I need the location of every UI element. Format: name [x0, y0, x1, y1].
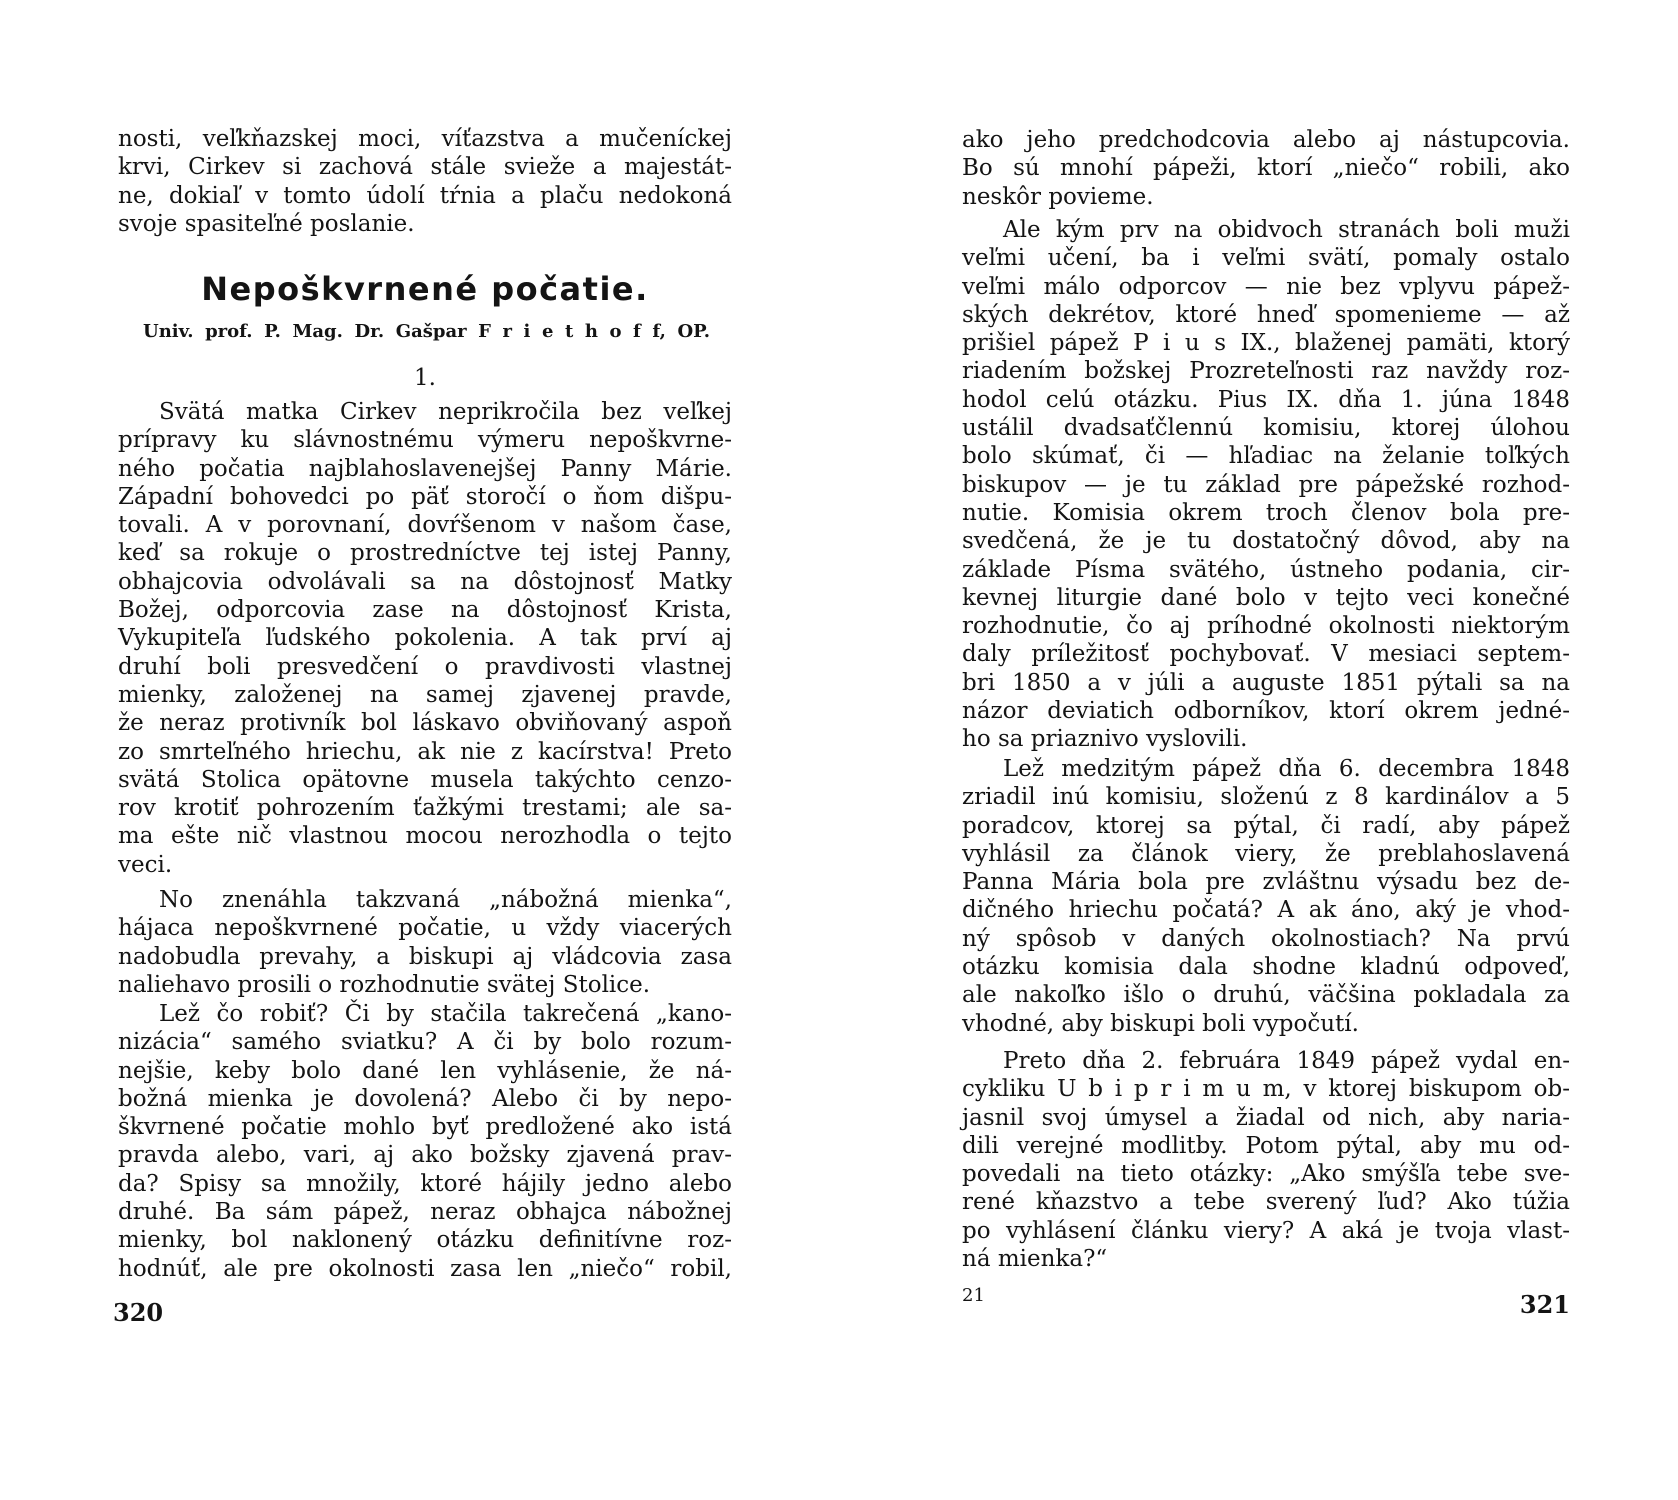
text-line: nizácia“ samého sviatku? A či by bolo rozum-: [118, 1029, 732, 1056]
text-line: Lež medzitým pápež dňa 6. decembra 1848: [1003, 756, 1570, 782]
text-line: Božej, odporcovia zase na dôstojnosť Krista,: [118, 597, 732, 624]
text-line: Západní bohovedci po päť storočí o ňom dišpu-: [118, 483, 732, 510]
text-line: riadením božskej Prozreteľnosti raz navždy roz-: [962, 358, 1570, 385]
text-line: nadobudla prevahy, a biskupi aj vládcovia zasa: [118, 943, 732, 970]
text-line: Vykupiteľa ľudského pokolenia. A tak prví aj: [118, 625, 732, 652]
text-line: ako jeho predchodcovia alebo aj nástupcovia.: [962, 127, 1570, 153]
text-line: prišiel pápež P i u s IX., blaženej pamäti, ktorý: [962, 330, 1570, 357]
text-line: svoje spasiteľné poslanie.: [118, 210, 415, 237]
text-line: hájaca nepoškvrnené počatie, u vždy viacerých: [118, 915, 732, 942]
text-line: tovali. A v porovnaní, dovŕšenom v našom čase,: [118, 512, 732, 539]
text-line: škvrnené počatie mohlo byť predložené ako istá: [118, 1114, 732, 1141]
text-line: kevnej liturgie dané bolo v tejto veci konečné: [962, 584, 1570, 611]
text-line: ustálil dvadsaťčlennú komisiu, ktorej úlohou: [962, 415, 1570, 442]
text-line: ma ešte nič vlastnou mocou nerozhodla o tejto: [118, 823, 732, 850]
text-line: povedali na tieto otázky: „Ako smýšľa tebe sve-: [962, 1161, 1570, 1188]
text-line: ských dekrétov, ktoré hneď spomenieme — až: [962, 301, 1570, 328]
text-line: krvi, Cirkev si zachová stále svieže a majestát-: [118, 154, 732, 181]
text-line: daly príležitosť pochybovať. V mesiaci septem-: [962, 641, 1570, 668]
paragraph: [962, 216, 1570, 754]
article-title: Nepoškvrnené počatie.: [201, 270, 649, 308]
text-line: cykliku U b i p r i m u m, v ktorej biskupom ob-: [962, 1076, 1570, 1103]
text-line: ne, dokiaľ v tomto údolí tŕnia a plaču nedokoná: [118, 182, 732, 209]
text-line: Panna Mária bola pre zvláštnu výsadu bez de-: [962, 869, 1570, 896]
signature-mark: 21: [962, 1285, 985, 1306]
text-line: názor deviatich odborníkov, ktorí okrem jedné-: [962, 698, 1570, 725]
text-line: rené kňazstvo a tebe sverený ľud? Ako túžia: [962, 1189, 1570, 1216]
page-number: 321: [1519, 1290, 1570, 1319]
text-line: zriadil inú komisiu, složenú z 8 kardinálov a 5: [962, 784, 1570, 811]
text-line: božná mienka je dovolená? Alebo či by nepo-: [118, 1085, 732, 1112]
text-line: keď sa rokuje o prostredníctve tej istej Panny,: [118, 540, 732, 567]
text-line: rozhodnutie, čo aj príhodné okolnosti niektorým: [962, 613, 1570, 640]
text-line: bri 1850 a v júli a auguste 1851 pýtali sa na: [962, 669, 1570, 696]
text-line: Bo sú mnohí pápeži, ktorí „niečo“ robili, ako: [962, 155, 1570, 182]
text-line: zo smrteľného hriechu, ak nie z kacírstva! Preto: [118, 738, 732, 765]
right-page: [962, 0, 1570, 1500]
text-line: jasnil svoj úmysel a žiadal od nich, aby naria-: [962, 1104, 1570, 1131]
text-line: hodol celú otázku. Pius IX. dňa 1. júna 1848: [962, 386, 1570, 413]
text-line: základe Písma svätého, ústneho podania, cir-: [962, 556, 1570, 583]
text-line: biskupov — je tu základ pre pápežské rozhod-: [962, 471, 1570, 498]
paragraph: [962, 126, 1570, 211]
text-line: rov krotiť pohrozením ťažkými trestami; ale sa-: [118, 795, 732, 822]
text-line: že neraz protivník bol láskavo obviňovaný aspoň: [118, 710, 732, 737]
text-line: otázku komisia dala shodne kladnú odpoveď,: [962, 954, 1570, 981]
text-line: veľmi málo odporcov — nie bez vplyvu pápež-: [962, 273, 1570, 300]
page-number: 320: [113, 1298, 164, 1327]
section-number: 1.: [414, 365, 436, 391]
text-line: No znenáhla takzvaná „nábožná mienka“,: [159, 887, 732, 913]
text-line: bolo skúmať, či — hľadiac na želanie toľkých: [962, 443, 1570, 470]
text-line: po vyhlásení článku viery? A aká je tvoja vlast-: [962, 1217, 1570, 1244]
paragraph: [118, 886, 732, 999]
text-line: svätá Stolica opätovne musela takýchto cenzo-: [118, 766, 732, 793]
text-line: poradcov, ktorej sa pýtal, či radí, aby pápež: [962, 812, 1570, 839]
text-line: veľmi učení, ba i veľmi svätí, pomaly ostalo: [962, 245, 1570, 272]
text-line: nutie. Komisia okrem troch členov bola pre-: [962, 499, 1570, 526]
text-line: dičného hriechu počatá? A ak áno, aký je vhod-: [962, 897, 1570, 924]
text-line: hodnúť, ale pre okolnosti zasa len „niečo“ robil,: [118, 1255, 732, 1282]
paragraph: [962, 1047, 1570, 1273]
text-line: Svätá matka Cirkev neprikročila bez veľkej: [159, 399, 732, 425]
text-line: mienky, založenej na samej zjavenej pravde,: [118, 681, 732, 708]
paragraph: [118, 125, 732, 238]
paragraph: [118, 398, 732, 879]
text-line: veci.: [118, 851, 173, 878]
paragraph: [962, 755, 1570, 1038]
text-line: ná mienka?“: [962, 1246, 1108, 1273]
text-line: prípravy ku slávnostnému výmeru nepoškvrne-: [118, 427, 732, 454]
text-line: nejšie, keby bolo dané len vyhlásenie, že ná-: [118, 1057, 732, 1084]
text-line: naliehavo prosili o rozhodnutie svätej Stolice.: [118, 971, 651, 998]
left-page: [113, 0, 732, 1500]
text-line: neskôr povieme.: [962, 183, 1154, 210]
text-line: svedčená, že je tu dostatočný dôvod, aby na: [962, 528, 1570, 555]
text-line: Ale kým prv na obidvoch stranách boli muži: [1003, 217, 1570, 243]
text-line: druhí boli presvedčení o pravdivosti vlastnej: [118, 653, 732, 680]
text-line: ný spôsob v daných okolnostiach? Na prvú: [962, 925, 1570, 952]
text-line: ale nakoľko išlo o druhú, väčšina pokladala za: [962, 982, 1570, 1009]
text-line: ho sa priaznivo vyslovili.: [962, 726, 1248, 753]
text-line: da? Spisy sa množily, ktoré hájily jedno alebo: [118, 1170, 732, 1197]
text-line: obhajcovia odvolávali sa na dôstojnosť Matky: [118, 568, 732, 595]
text-line: pravda alebo, vari, aj ako božsky zjavená prav-: [118, 1142, 732, 1169]
text-line: vyhlásil za článok viery, že preblahoslavená: [962, 840, 1570, 867]
paragraph: [118, 1000, 732, 1283]
text-line: druhé. Ba sám pápež, neraz obhajca nábožnej: [118, 1199, 732, 1226]
text-line: Lež čo robiť? Či by stačila takrečená „kano-: [159, 1001, 732, 1027]
author-byline: Univ. prof. P. Mag. Dr. Gašpar F r i e t h o f f, OP.: [143, 321, 710, 342]
text-line: nosti, veľkňazskej moci, víťazstva a mučeníckej: [118, 126, 732, 152]
text-line: ného počatia najblahoslavenejšej Panny Márie.: [118, 455, 732, 482]
text-line: mienky, bol naklonený otázku definitívne roz-: [118, 1227, 732, 1254]
text-line: Preto dňa 2. februára 1849 pápež vydal en-: [1003, 1048, 1570, 1074]
text-line: vhodné, aby biskupi boli vypočutí.: [962, 1010, 1359, 1037]
text-line: dili verejné modlitby. Potom pýtal, aby mu od-: [962, 1132, 1570, 1159]
